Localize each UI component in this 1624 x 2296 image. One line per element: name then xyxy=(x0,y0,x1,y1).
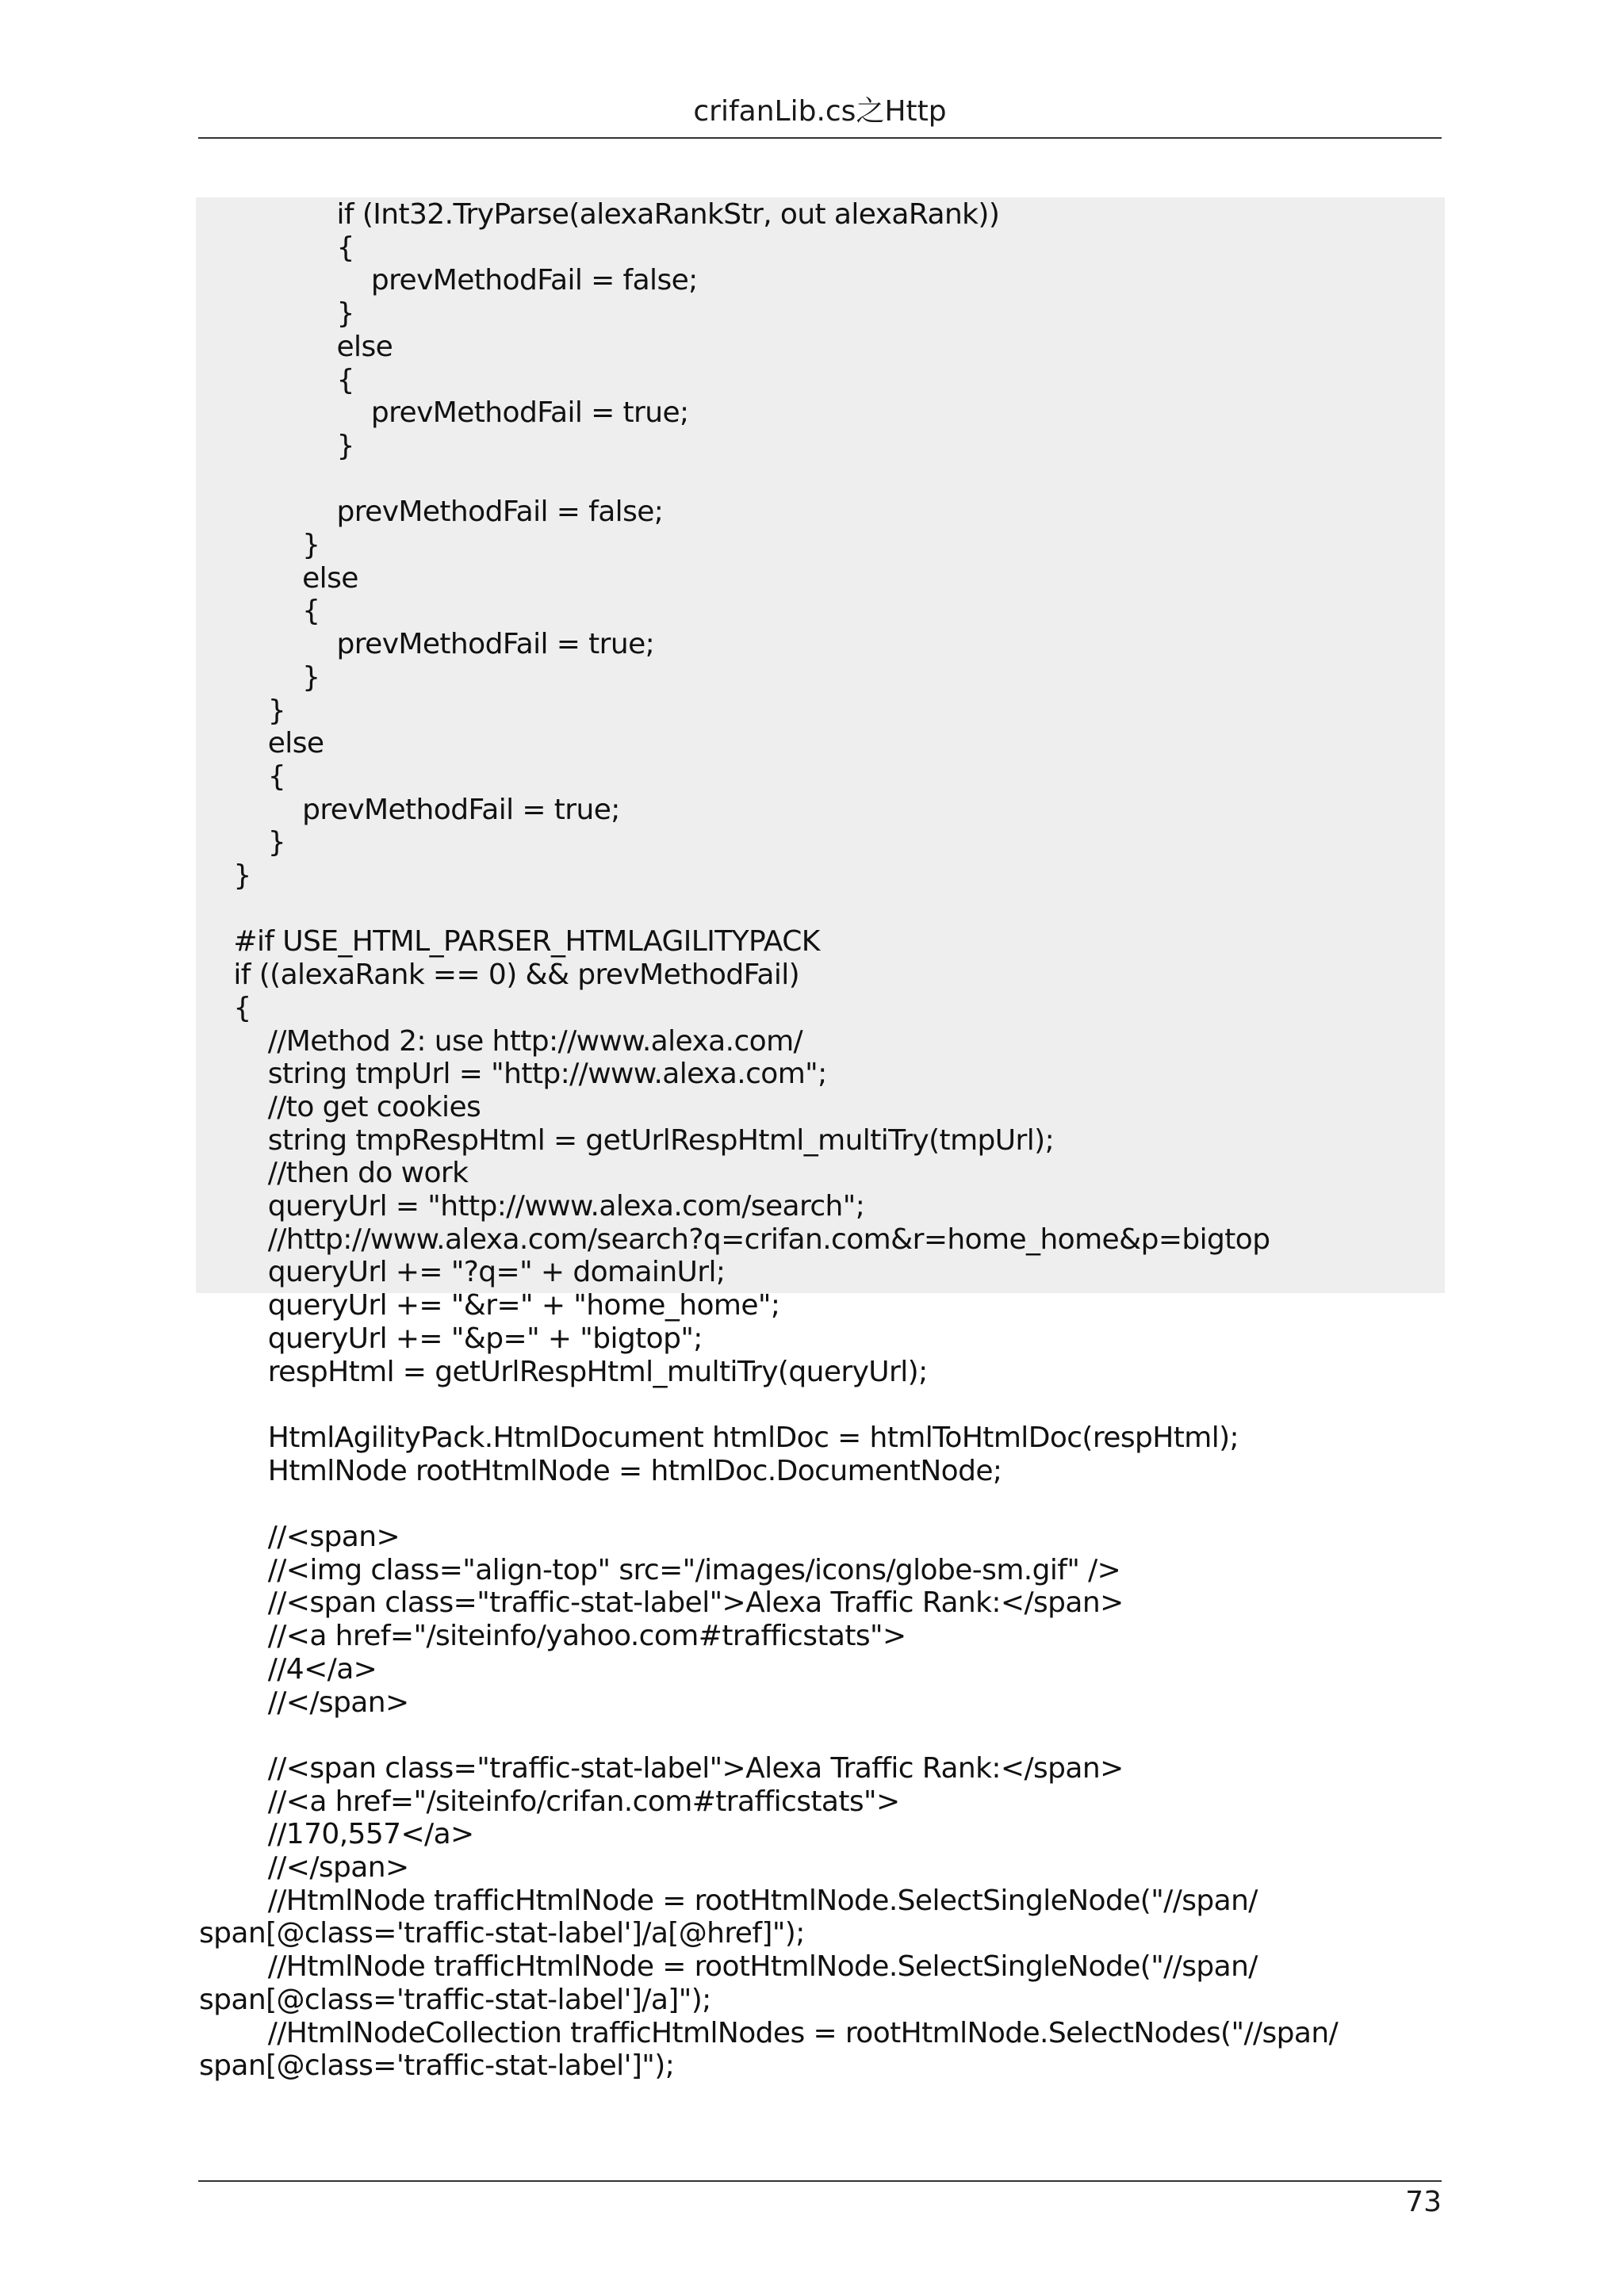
code-line: string tmpRespHtml = getUrlRespHtml_multiTry(tmpUrl); xyxy=(199,1123,1055,1157)
code-line: } xyxy=(199,859,251,892)
code-line: HtmlAgilityPack.HtmlDocument htmlDoc = htmlToHtmlDoc(respHtml); xyxy=(199,1421,1239,1454)
code-line: prevMethodFail = true; xyxy=(199,628,655,661)
code-line: { xyxy=(199,363,354,396)
footer-divider xyxy=(198,2180,1442,2182)
code-line xyxy=(199,1487,1445,1521)
code-line: else xyxy=(199,727,324,760)
code-line: //<span> xyxy=(199,1521,400,1553)
code-line: //HtmlNode trafficHtmlNode = rootHtmlNode.SelectSingleNode("//span/ xyxy=(199,1884,1258,1917)
code-line: prevMethodFail = false; xyxy=(199,264,698,297)
code-line: string tmpUrl = "http://www.alexa.com"; xyxy=(199,1058,827,1091)
code-line: if (Int32.TryParse(alexaRankStr, out alexaRank)) xyxy=(199,198,1000,231)
code-line: } xyxy=(199,529,320,561)
code-line: } xyxy=(199,429,354,462)
code-line xyxy=(199,1388,1445,1422)
code-line: { xyxy=(199,991,251,1024)
code-line: //</span> xyxy=(199,1851,409,1884)
code-line: //</span> xyxy=(199,1686,409,1719)
code-line: //<img class="align-top" src="/images/icons/globe-sm.gif" /> xyxy=(199,1553,1121,1586)
page-number: 73 xyxy=(1405,2186,1442,2218)
code-line xyxy=(199,1719,1445,1752)
code-line: if ((alexaRank == 0) && prevMethodFail) xyxy=(199,959,800,992)
code-line: //<a href="/siteinfo/crifan.com#trafficstats"> xyxy=(199,1785,900,1818)
code-line: else xyxy=(199,330,393,363)
code-line: //to get cookies xyxy=(199,1090,481,1123)
code-line: //170,557</a> xyxy=(199,1818,474,1851)
code-line: } xyxy=(199,826,286,859)
code-line: //HtmlNodeCollection trafficHtmlNodes = rootHtmlNode.SelectNodes("//span/ xyxy=(199,2016,1339,2049)
code-block xyxy=(196,197,1445,2083)
code-line xyxy=(199,893,1445,926)
code-line: else xyxy=(199,561,358,595)
code-line: } xyxy=(199,660,320,694)
code-line: //HtmlNode trafficHtmlNode = rootHtmlNode.SelectSingleNode("//span/ xyxy=(199,1950,1258,1984)
code-line: } xyxy=(199,694,286,727)
code-line: //Method 2: use http://www.alexa.com/ xyxy=(199,1024,803,1058)
code-line: span[@class='traffic-stat-label']/a[@href]"); xyxy=(199,1917,805,1950)
code-line: span[@class='traffic-stat-label']"); xyxy=(199,2049,675,2083)
code-line: { xyxy=(199,231,354,264)
header-divider xyxy=(198,137,1442,139)
code-line: //<a href="/siteinfo/yahoo.com#trafficstats"> xyxy=(199,1620,906,1653)
code-line: span[@class='traffic-stat-label']/a]"); xyxy=(199,1983,711,2016)
code-line: //4</a> xyxy=(199,1652,377,1686)
code-line: queryUrl += "&r=" + "home_home"; xyxy=(199,1289,780,1322)
code-line: //<span class="traffic-stat-label">Alexa Traffic Rank:</span> xyxy=(199,1751,1124,1785)
code-line: //then do work xyxy=(199,1157,469,1190)
code-line: queryUrl += "?q=" + domainUrl; xyxy=(199,1256,726,1289)
code-line: respHtml = getUrlRespHtml_multiTry(queryUrl); xyxy=(199,1355,928,1388)
code-line: prevMethodFail = false; xyxy=(199,496,664,529)
page-header-title: crifanLib.cs之Http xyxy=(693,95,947,128)
code-line: HtmlNode rootHtmlNode = htmlDoc.DocumentNode; xyxy=(199,1454,1002,1487)
code-line: //<span class="traffic-stat-label">Alexa Traffic Rank:</span> xyxy=(199,1586,1124,1620)
code-line: queryUrl = "http://www.alexa.com/search"; xyxy=(199,1190,865,1223)
code-line: prevMethodFail = true; xyxy=(199,793,620,826)
code-line: prevMethodFail = true; xyxy=(199,396,689,430)
code-line: queryUrl += "&p=" + "bigtop"; xyxy=(199,1322,703,1355)
code-line: { xyxy=(199,760,286,793)
code-line: { xyxy=(199,595,320,628)
code-line xyxy=(199,463,1445,496)
code-line: #if USE_HTML_PARSER_HTMLAGILITYPACK xyxy=(199,925,820,959)
code-line: } xyxy=(199,297,354,331)
code-line: //http://www.alexa.com/search?q=crifan.com&r=home_home&p=bigtop xyxy=(199,1223,1270,1256)
